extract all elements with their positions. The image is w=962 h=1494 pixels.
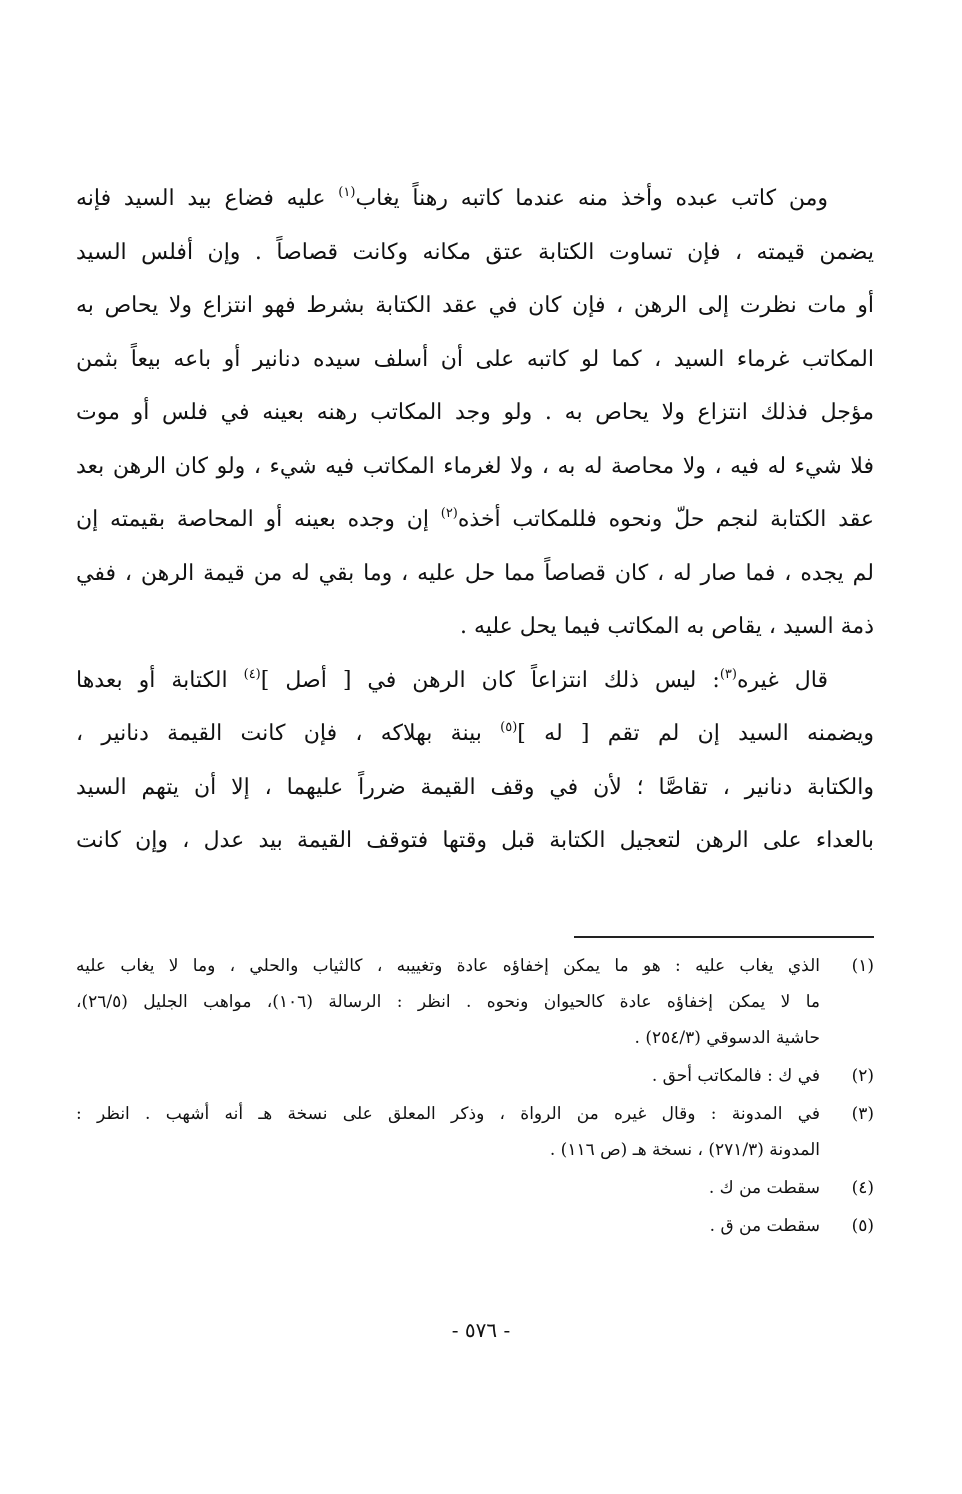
footnote-number: (١): [851, 956, 874, 976]
footnote-number: (٣): [851, 1104, 874, 1124]
footnote-ref[interactable]: (٢): [440, 506, 458, 521]
footnote-number: (٢): [851, 1066, 874, 1086]
footnote-line: في ك : فالمكاتب أحق .: [651, 1066, 820, 1086]
footnote-line: حاشية الدسوقي (٢٥٤/٣) .: [634, 1028, 820, 1048]
footnote-ref[interactable]: (٣): [719, 666, 737, 682]
footnote-line: سقطت من ق .: [709, 1216, 820, 1236]
footnote-ref[interactable]: (٥): [500, 720, 518, 735]
text-line: والكتابة دنانير ، تقاصَّا ؛ لأن في وقف القيمة ضرراً عليهما ، إلا أن يتهم السيد: [76, 774, 874, 800]
footnote: [76, 1208, 874, 1244]
footnote-ref[interactable]: (١): [338, 185, 356, 200]
text-line: أو مات نظرت إلى الرهن ، فإن كان في عقد الكتابة بشرط فهو انتزاع ولا يحاص به: [76, 293, 874, 318]
footnote-ref[interactable]: (٤): [243, 666, 261, 682]
footnote-line: الذي يغاب عليه : هو ما يمكن إخفاؤه عادة وتغييبه ، كالثياب والحلي ، وما لا يغاب عليه: [76, 956, 820, 976]
main-text: [76, 172, 874, 868]
footnote: [76, 948, 874, 1056]
text-line: لم يجده ، فما صار له ، كان قصاصاً مما حل عليه ، وما بقي له من قيمة الرهن ، ففي: [76, 560, 874, 586]
footnote: [76, 1096, 874, 1168]
footnote-separator: [574, 936, 874, 938]
text-line: بالعداء على الرهن لتعجيل الكتابة قبل وقتها فتوقف القيمة بيد عدل ، وإن كانت: [76, 828, 875, 853]
footnotes: [76, 948, 874, 1244]
footnote-line: في المدونة : وقال غيره من الرواة ، وذكر المعلق على نسخة هـ أنه أشهب . انظر :: [76, 1104, 820, 1124]
text-line: مؤجل فذلك انتزاع ولا يحاص به . ولو وجد المكاتب رهنه بعينه في فلس أو موت: [76, 400, 874, 425]
footnote-line: المدونة (٢٧١/٣) ، نسخة هـ (ص ١١٦) .: [549, 1140, 820, 1160]
footnote: [76, 1170, 874, 1206]
text-line: يضمن قيمته ، فإن تساوت الكتابة عتق مكانه وكانت قصاصاً . وإن أفلس السيد: [76, 239, 874, 265]
text-line: ومن كاتب عبده وأخذ منه عندما كاتبه رهناً يغاب$^{(١)}$ عليه فضاع بيد السيد فإنه: [76, 185, 828, 211]
text-line: فلا شيء له فيه ، ولا محاصة له به ، ولا لغرماء المكاتب فيه شيء ، ولو كان الرهن بعد: [76, 453, 874, 479]
text-line: ويضمنه السيد إن لم تقم [ له ]$^{(٥)}$ بينة بهلاكه ، فإن كانت القيمة دنانير ،: [76, 720, 874, 746]
text-line: المكاتب غرماء السيد ، كما لو كاتبه على أن أسلف سيده دنانير أو باعه بيعاً بثمن: [76, 346, 874, 372]
footnote-line: ما لا يمكن إخفاؤه عادة كالحيوان ونحوه . انظر : الرسالة (١٠٦)، مواهب الجليل (٢٦/٥)،: [76, 992, 820, 1012]
text-line: ذمة السيد ، يقاص به المكاتب فيما يحل عليه .: [459, 614, 874, 639]
page-number: - ٥٧٦ -: [451, 1318, 511, 1342]
text-line: قال غيره$^{(٣)}$: ليس ذلك انتزاعاً كان الرهن في [ أصل ]$^{(٤)}$ الكتابة أو بعدها: [76, 666, 828, 693]
footnote-number: (٤): [851, 1178, 874, 1198]
footnote: [76, 1058, 874, 1094]
footnote-line: سقطت من ك .: [708, 1178, 820, 1198]
footnote-number: (٥): [851, 1216, 874, 1236]
text-line: عقد الكتابة لنجم حلّ ونحوه فللمكاتب أخذه$^{(٢)}$ إن وجده بعينه أو المحاصة بقيمته إن: [76, 506, 874, 532]
